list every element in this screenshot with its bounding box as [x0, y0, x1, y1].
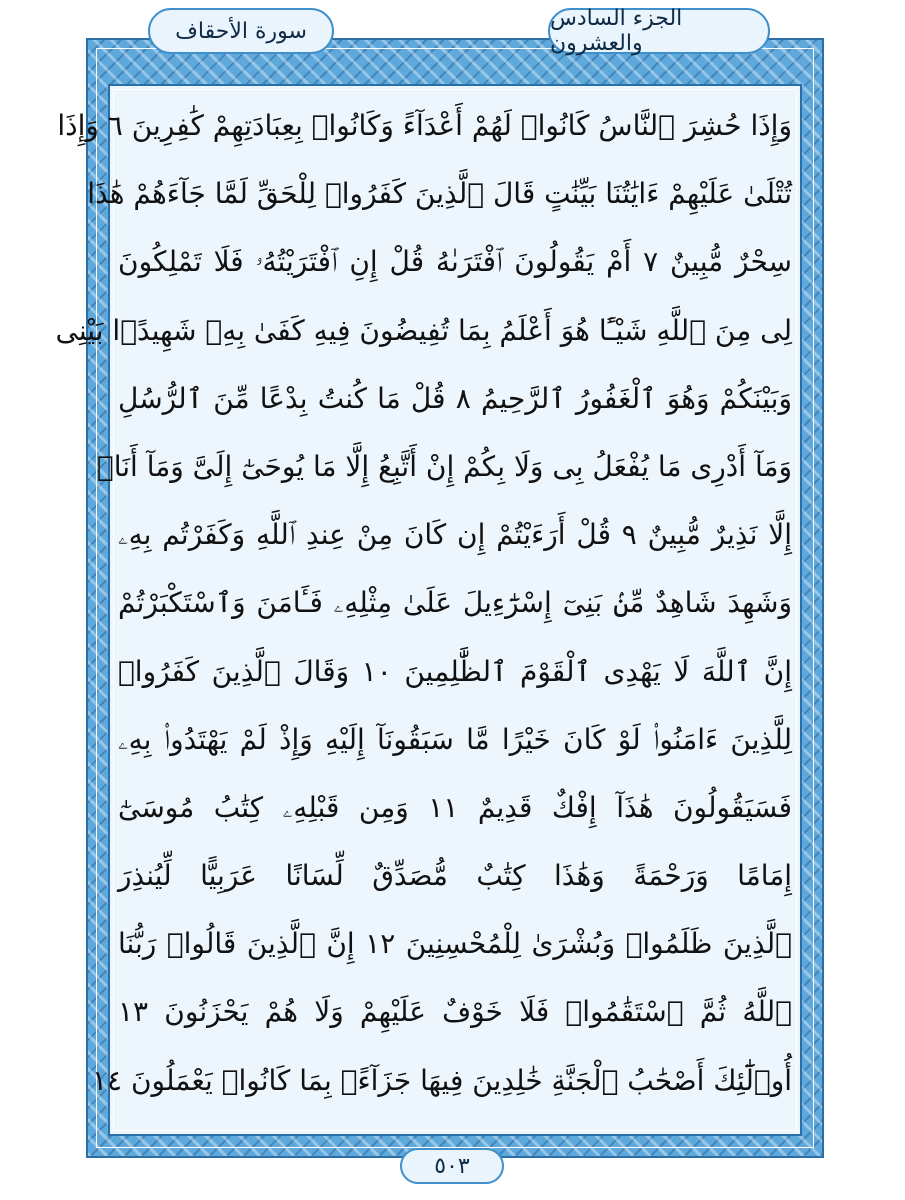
text-line: ٱلَّذِينَ ظَلَمُوا۟ وَبُشْرَىٰ لِلْمُحْسِنِينَ ١٢ إِنَّ ٱلَّذِينَ قَالُوا۟ رَبُّنَا	[118, 927, 792, 961]
text-line: إِمَامًا وَرَحْمَةً وَهَٰذَا كِتَٰبٌ مُّصَدِّقٌ لِّسَانًا عَرَبِيًّا لِّيُنذِرَ	[118, 859, 792, 893]
text-line: تُتْلَىٰ عَلَيْهِمْ ءَايَٰتُنَا بَيِّنَٰتٍ قَالَ ٱلَّذِينَ كَفَرُوا۟ لِلْحَقِّ لَمَّا جَآءَهُمْ هَٰذَا	[87, 177, 792, 211]
text-line: سِحْرٌ مُّبِينٌ ٧ أَمْ يَقُولُونَ ٱفْتَرَىٰهُ قُلْ إِنِ ٱفْتَرَيْتُهُۥ فَلَا تَمْلِكُونَ	[118, 245, 792, 279]
page-number: ٥٠٣	[400, 1148, 504, 1184]
text-line: فَسَيَقُولُونَ هَٰذَآ إِفْكٌ قَدِيمٌ ١١ وَمِن قَبْلِهِۦ كِتَٰبُ مُوسَىٰٓ	[118, 790, 792, 824]
text-line: وَمَآ أَدْرِى مَا يُفْعَلُ بِى وَلَا بِكُمْ إِنْ أَتَّبِعُ إِلَّا مَا يُوحَىٰٓ إِلَىَّ وَمَآ أَنَا۠	[96, 449, 792, 483]
text-line: لِى مِنَ ٱللَّهِ شَيْـًٔا هُوَ أَعْلَمُ بِمَا تُفِيضُونَ فِيهِ كَفَىٰ بِهِۦ شَهِيدًۢا بَيْنِى	[55, 313, 792, 347]
text-line: وَشَهِدَ شَاهِدٌ مِّنۢ بَنِىٓ إِسْرَٰٓءِيلَ عَلَىٰ مِثْلِهِۦ فَـَٔامَنَ وَٱسْتَكْبَرْتُمْ	[118, 586, 792, 620]
quran-text	[55, 92, 793, 1115]
text-line: وَبَيْنَكُمْ وَهُوَ ٱلْغَفُورُ ٱلرَّحِيمُ ٨ قُلْ مَا كُنتُ بِدْعًا مِّنَ ٱلرُّسُلِ	[118, 381, 792, 415]
text-line: ٱللَّهُ ثُمَّ ٱسْتَقَٰمُوا۟ فَلَا خَوْفٌ عَلَيْهِمْ وَلَا هُمْ يَحْزَنُونَ ١٣	[118, 995, 792, 1029]
text-line: إِلَّا نَذِيرٌ مُّبِينٌ ٩ قُلْ أَرَءَيْتُمْ إِن كَانَ مِنْ عِندِ ٱللَّهِ وَكَفَرْتُم بِهِۦ	[118, 518, 792, 552]
surah-title: سورة الأحقاف	[148, 8, 334, 54]
text-line: أُو۟لَٰٓئِكَ أَصْحَٰبُ ٱلْجَنَّةِ خَٰلِدِينَ فِيهَا جَزَآءًۢ بِمَا كَانُوا۟ يَعْمَلُونَ ١٤	[91, 1063, 792, 1097]
juz-title: الجزء السادس والعشرون	[548, 8, 770, 54]
text-line: لِلَّذِينَ ءَامَنُوا۟ لَوْ كَانَ خَيْرًا مَّا سَبَقُونَآ إِلَيْهِ وَإِذْ لَمْ يَهْتَدُوا۟ بِهِۦ	[118, 722, 792, 756]
text-line: وَإِذَا حُشِرَ ٱلنَّاسُ كَانُوا۟ لَهُمْ أَعْدَآءً وَكَانُوا۟ بِعِبَادَتِهِمْ كَٰفِرِينَ ٦ وَإِذَا	[57, 109, 792, 142]
text-line: إِنَّ ٱللَّهَ لَا يَهْدِى ٱلْقَوْمَ ٱلظَّٰلِمِينَ ١٠ وَقَالَ ٱلَّذِينَ كَفَرُوا۟	[118, 654, 793, 688]
